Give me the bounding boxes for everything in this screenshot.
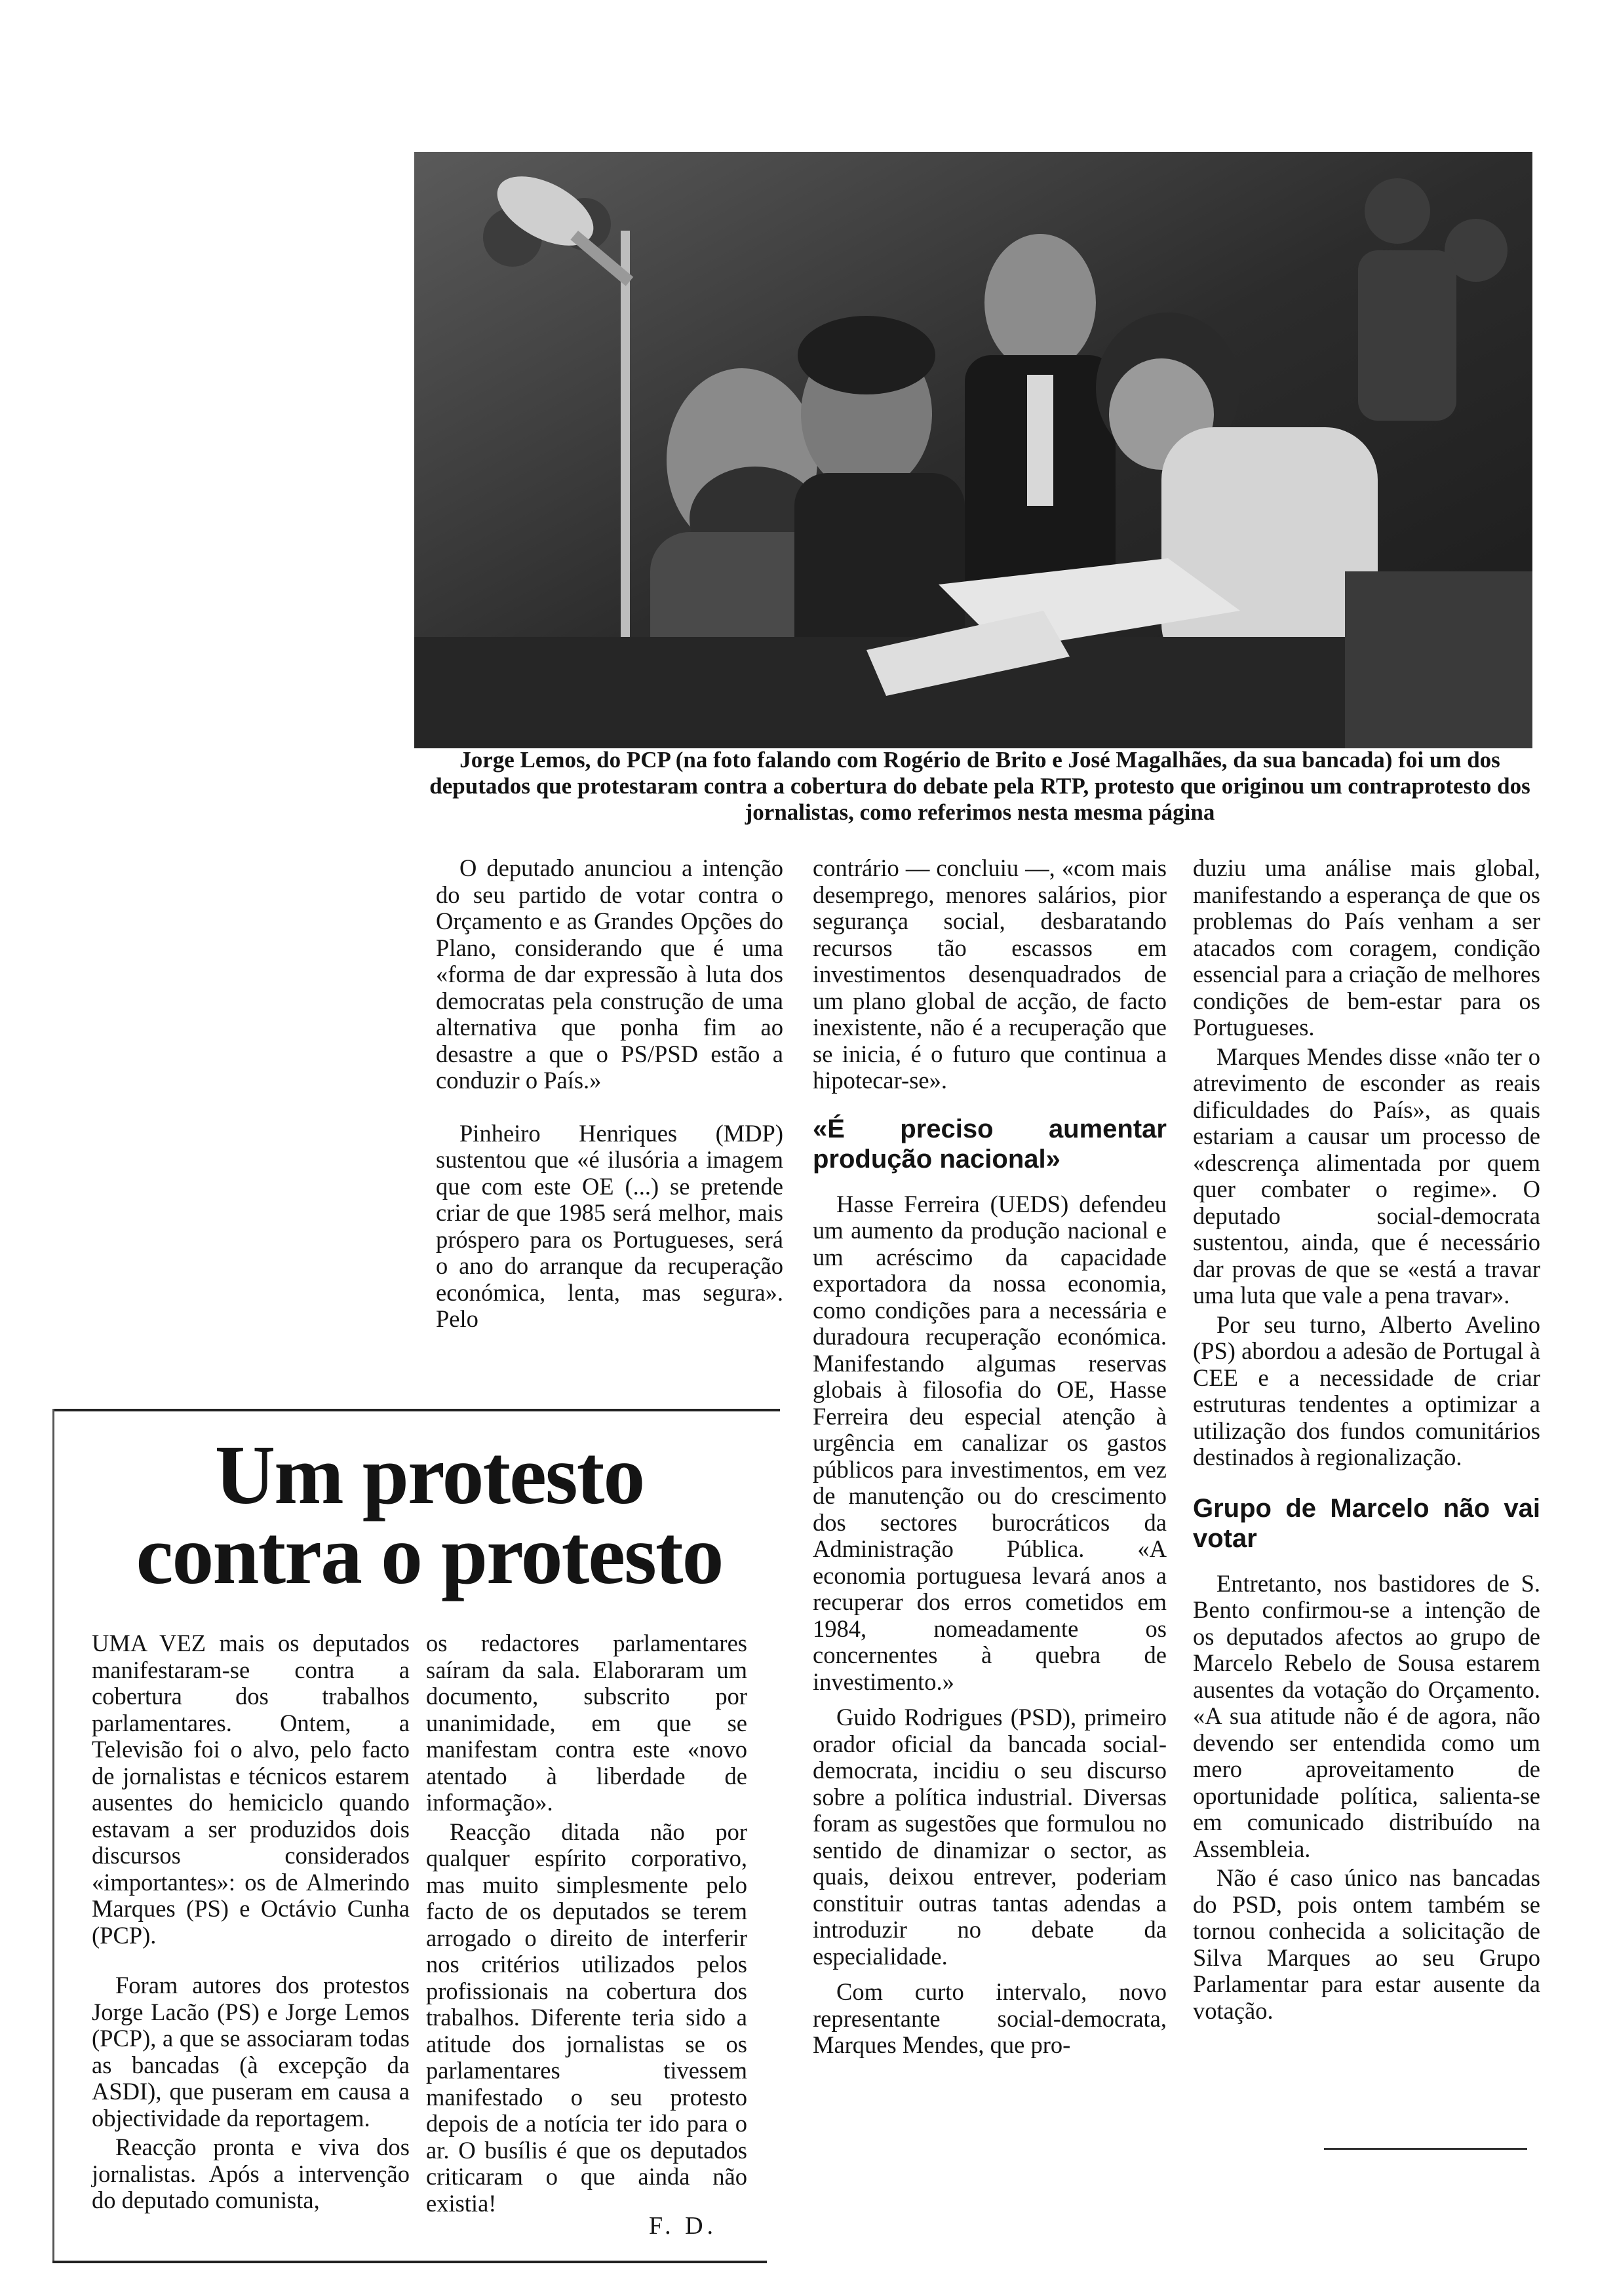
column-end-rule bbox=[1324, 2148, 1527, 2150]
news-photo bbox=[414, 152, 1532, 748]
paragraph: Reacção ditada não por qualquer espírito corporativo, mas muito simplesmente pelo facto de os deputados se terem arrogado o direito de interferir nos critérios utilizados pelos profissionais na cobertura dos trabalhos. Diferente teria sido a atitude dos jornalistas se os parlamentares tivessem manifestado o seu protesto depois de a notícia ter ido para o ar. O busílis é que os deputados criticaram o que ainda não existia! bbox=[426, 1818, 747, 2217]
photo-illustration bbox=[414, 152, 1532, 748]
subheading: «É preciso aumentar produção nacional» bbox=[813, 1114, 1167, 1174]
article-column-left bbox=[92, 1630, 410, 2214]
paragraph: Guido Rodrigues (PSD), primeiro orador oficial da bancada social-democrata, incidiu o seu discurso sobre a política industrial. Diversas foram as sugestões que formulou no sentido de dinamizar o sector, as quais, deixou entrever, poderiam constituir outras tantas adendas a introduzir no debate da especialidade. bbox=[813, 1704, 1167, 1970]
paragraph: Entretanto, nos bastidores de S. Bento confirmou-se a intenção de os deputados afectos ao grupo de Marcelo Rebelo de Sousa estarem ausentes da votação do Orçamento. «A sua atitude não é de agora, não devendo ser entendida como um mero aproveitamento de oportunidade política, salienta-se em comunicado distribuído na Assembleia. bbox=[1193, 1569, 1540, 1862]
headline-line-2: contra o protesto bbox=[136, 1508, 723, 1601]
paragraph: O deputado anunciou a intenção do seu partido de votar contra o Orçamento e as Grandes Opções do Plano, considerando que é uma «forma de dar expressão à luta dos democratas pela construção de uma alternativa que ponha fim ao desastre a que o PS/PSD estão a conduzir o País.» bbox=[436, 854, 783, 1094]
column-1 bbox=[436, 855, 783, 1333]
paragraph: os redactores parlamentares saíram da sala. Elaboraram um documento, subscrito por unanimidade, em que se manifestam contra este «novo atentado à liberdade de informação». bbox=[426, 1630, 747, 1816]
author-signature: F. D. bbox=[649, 2212, 718, 2240]
column-3 bbox=[1193, 855, 1540, 2024]
paragraph: contrário — concluiu —, «com mais desemprego, menores salários, pior segurança social, desbaratando recursos tão escassos em investimentos desenquadrados de um plano global de acção, de facto inexistente, não é a recuperação que se inicia, é o futuro que continua a hipotecar-se». bbox=[813, 854, 1167, 1094]
paragraph: Pinheiro Henriques (MDP) sustentou que «é ilusória a imagem que com este OE (...) se pretende criar de que 1985 será melhor, mais próspero para os Portugueses, será o ano do arranque da recuperação económica, lenta, mas segura». Pelo bbox=[436, 1119, 783, 1332]
box-rule-left bbox=[52, 1409, 54, 2261]
paragraph: UMA VEZ mais os deputados manifestaram-se contra a cobertura dos trabalhos parlamentares. Ontem, a Televisão foi o alvo, pelo facto de jornalistas e técnicos estarem ausentes do hemiciclo quando estavam a ser produzidos dois discursos considerados «importantes»: os de Almerindo Marques (PS) e Octávio Cunha (PCP). bbox=[92, 1630, 410, 1949]
subheading: Grupo de Marcelo não vai votar bbox=[1193, 1493, 1540, 1553]
column-2 bbox=[813, 855, 1167, 2059]
paragraph: Reacção pronta e viva dos jornalistas. Após a intervenção do deputado comunista, bbox=[92, 2133, 410, 2213]
paragraph: Por seu turno, Alberto Avelino (PS) abordou a adesão de Portugal à CEE e a necessidade de criar estruturas tendentes a optimizar a utilização dos fundos comunitários destinados à regionalização. bbox=[1193, 1311, 1540, 1470]
paragraph: Hasse Ferreira (UEDS) defendeu um aumento da produção nacional e um acréscimo da capacidade exportadora da nossa economia, como condições para a necessária e duradoura recuperação económica. Manifestando algumas reservas globais à filosofia do OE, Hasse Ferreira deu especial atenção à urgência em canalizar os gastos públicos para investimentos, em vez de manutenção ou do crescimento dos sectores burocráticos da Administração Pública. «A economia portuguesa levará anos a recuperar dos erros cometidos em 1984, nomeadamente os concernentes à quebra de investimento.» bbox=[813, 1190, 1167, 1695]
box-rule-top bbox=[52, 1409, 780, 1411]
paragraph: Não é caso único nas bancadas do PSD, pois ontem também se tornou conhecida a solicitação de Silva Marques ao seu Grupo Parlamentar para estar ausente da votação. bbox=[1193, 1864, 1540, 2024]
paragraph: Marques Mendes disse «não ter o atrevimento de esconder as reais dificuldades do País», as quais estariam a causar um processo de «descrença alimentada por quem quer combater o regime». O deputado social-democrata sustentou, ainda, que é necessário dar provas de que se «está a travar uma luta que vale a pena travar». bbox=[1193, 1043, 1540, 1309]
box-rule-bottom bbox=[52, 2261, 767, 2263]
paragraph: Com curto intervalo, novo representante social-democrata, Marques Mendes, que pro- bbox=[813, 1978, 1167, 2058]
paragraph: Foram autores dos protestos Jorge Lacão (PS) e Jorge Lemos (PCP), a que se associaram todas as bancadas (à excepção da ASDI), que puseram em causa a objectividade da reportagem. bbox=[92, 1972, 410, 2132]
photo-caption: Jorge Lemos, do PCP (na foto falando com Rogério de Brito e José Magalhães, da sua bancada) foi um dos deputados que protestaram contra a cobertura do debate pela RTP, protesto que originou um contraprotesto dos jornalistas, como referimos nesta mesma página bbox=[429, 747, 1530, 825]
headline-line-1: Um protesto bbox=[214, 1428, 644, 1521]
article-headline bbox=[85, 1428, 773, 1601]
article-column-mid bbox=[426, 1630, 747, 2217]
paragraph: duziu uma análise mais global, manifestando a esperança de que os problemas do País venham a ser atacados com coragem, condição essencial para a criação de melhores condições de bem-estar para os Portugueses. bbox=[1193, 854, 1540, 1041]
